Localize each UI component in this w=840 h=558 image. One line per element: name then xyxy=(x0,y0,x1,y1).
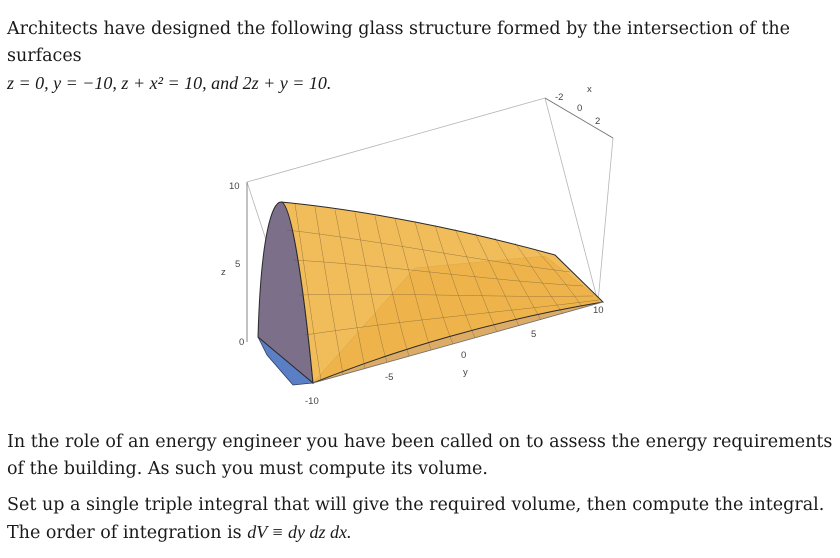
z-tick-0: 0 xyxy=(239,337,245,348)
task-instruction: Set up a single triple integral that will give the required volume, then compute the integral. The order of integration is xyxy=(7,495,825,543)
task-paragraph-1: In the role of an energy engineer you have been called on to assess the energy requirements of the building. As such you must compute its volume. xyxy=(7,432,833,479)
y-tick-neg10: -10 xyxy=(305,396,319,407)
y-axis-label: y xyxy=(463,367,468,378)
x-axis-label: x xyxy=(587,84,592,95)
x-tick-2: 2 xyxy=(595,116,601,127)
glass-structure-3d-plot xyxy=(195,80,625,415)
y-tick-10: 10 xyxy=(593,305,604,316)
surface-equations: z = 0, y = −10, z + x² = 10, and 2z + y = 10. xyxy=(7,73,332,93)
intro-text: Architects have designed the following glass structure formed by the intersection of the surfaces xyxy=(7,19,791,66)
z-tick-5: 5 xyxy=(235,259,241,270)
task-paragraph-2 xyxy=(7,492,833,547)
integration-order: dV ≡ dy dz dx. xyxy=(247,522,352,542)
x-axis xyxy=(545,84,613,138)
roof-surface xyxy=(281,202,603,383)
y-tick-0: 0 xyxy=(461,350,467,361)
z-axis xyxy=(221,181,247,348)
x-tick-neg2: -2 xyxy=(555,92,564,103)
y-tick-5: 5 xyxy=(531,329,537,340)
y-tick-neg5: -5 xyxy=(385,372,394,383)
z-axis-label: z xyxy=(221,267,226,278)
x-tick-0: 0 xyxy=(577,103,583,114)
z-tick-10: 10 xyxy=(229,181,240,192)
